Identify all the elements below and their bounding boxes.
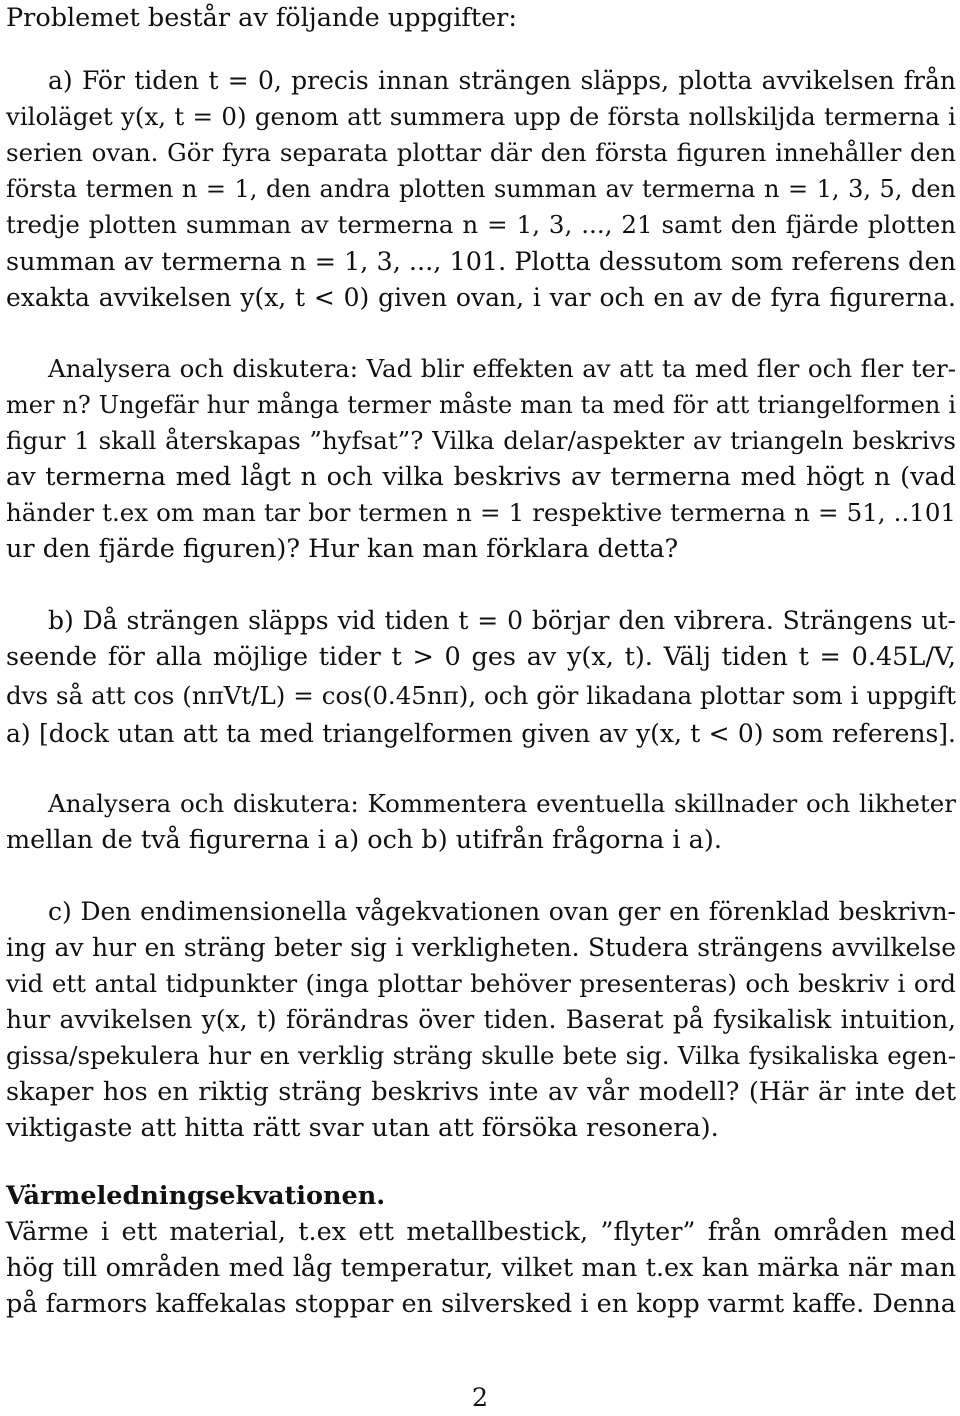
task-b-line-3: dvs så att cos (nπVt/L) = cos(0.45nπ), och gör likadana plottar som i uppgift [6, 681, 956, 710]
task-c-line-1: c) Den endimensionella vågekvationen ovan ger en förenklad beskrivn- [48, 897, 956, 926]
task-a-line-6: summan av termerna n = 1, 3, ..., 101. Plotta dessutom som referens den [6, 247, 956, 277]
heat-line-2: hög till områden med låg temperatur, vilket man t.ex kan märka när man [6, 1253, 956, 1283]
task-c-line-4: hur avvikelsen y(x, t) förändras över tiden. Baserat på fysikalisk intuition, [6, 1005, 956, 1034]
analysis-a-line-1: Analysera och diskutera: Vad blir effekten av att ta med fler och fler ter- [48, 354, 956, 383]
task-b-line-1: b) Då strängen släpps vid tiden t = 0 börjar den vibrera. Strängens ut- [48, 606, 956, 635]
analysis-b-line-2: mellan de två figurerna i a) och b) utifrån frågorna i a). [6, 825, 722, 855]
analysis-b-line-1: Analysera och diskutera: Kommentera eventuella skillnader och likheter [48, 789, 956, 818]
task-a-line-2: viloläget y(x, t = 0) genom att summera upp de första nollskiljda termerna i [6, 102, 956, 131]
intro-line: Problemet består av följande uppgifter: [6, 3, 517, 33]
task-c-line-5: gissa/spekulera hur en verklig sträng skulle bete sig. Vilka fysikaliska egen- [6, 1041, 956, 1070]
heat-line-1: Värme i ett material, t.ex ett metallbestick, ”flyter” från områden med [6, 1217, 956, 1247]
analysis-a-line-2: mer n? Ungefär hur många termer måste man ta med för att triangelformen i [6, 391, 956, 419]
task-a-line-4: första termen n = 1, den andra plotten summan av termerna n = 1, 3, 5, den [6, 175, 956, 203]
task-a-line-5: tredje plotten summan av termerna n = 1, 3, ..., 21 samt den fjärde plotten [6, 210, 956, 239]
task-c-line-7: viktigaste att hitta rätt svar utan att försöka resonera). [6, 1113, 719, 1143]
page-number: 2 [471, 1383, 489, 1413]
task-a-line-7: exakta avvikelsen y(x, t < 0) given ovan, i var och en av de fyra figurerna. [6, 283, 956, 312]
analysis-a-line-3: figur 1 skall återskapas ”hyfsat”? Vilka delar/aspekter av triangeln beskrivs [6, 426, 956, 455]
heat-line-3: på farmors kaffekalas stoppar en silversked i en kopp varmt kaffe. Denna [6, 1289, 956, 1319]
task-c-line-3: vid ett antal tidpunkter (inga plottar behöver presenteras) och beskriv i ord [6, 969, 956, 998]
task-a-line-1: a) För tiden t = 0, precis innan strängen släpps, plotta avvikelsen från [48, 66, 956, 95]
task-a-line-3: serien ovan. Gör fyra separata plottar där den första figuren innehåller den [6, 138, 956, 167]
section-heading: Värmeledningsekvationen. [6, 1181, 386, 1211]
task-c-line-6: skaper hos en riktig sträng beskrivs inte av vår modell? (Här är inte det [6, 1077, 956, 1107]
analysis-a-line-4: av termerna med lågt n och vilka beskrivs av termerna med högt n (vad [6, 462, 956, 492]
task-b-line-2: seende för alla möjlige tider t > 0 ges av y(x, t). Välj tiden t = 0.45L/V, [6, 642, 956, 672]
task-b-line-4: a) [dock utan att ta med triangelformen given av y(x, t < 0) som referens]. [6, 719, 956, 748]
analysis-a-line-6: ur den fjärde figuren)? Hur kan man förklara detta? [6, 534, 679, 564]
task-c-line-2: ing av hur en sträng beter sig i verkligheten. Studera strängens avvilkelse [6, 933, 956, 962]
analysis-a-line-5: händer t.ex om man tar bor termen n = 1 respektive termerna n = 51, ..101 [6, 498, 956, 527]
